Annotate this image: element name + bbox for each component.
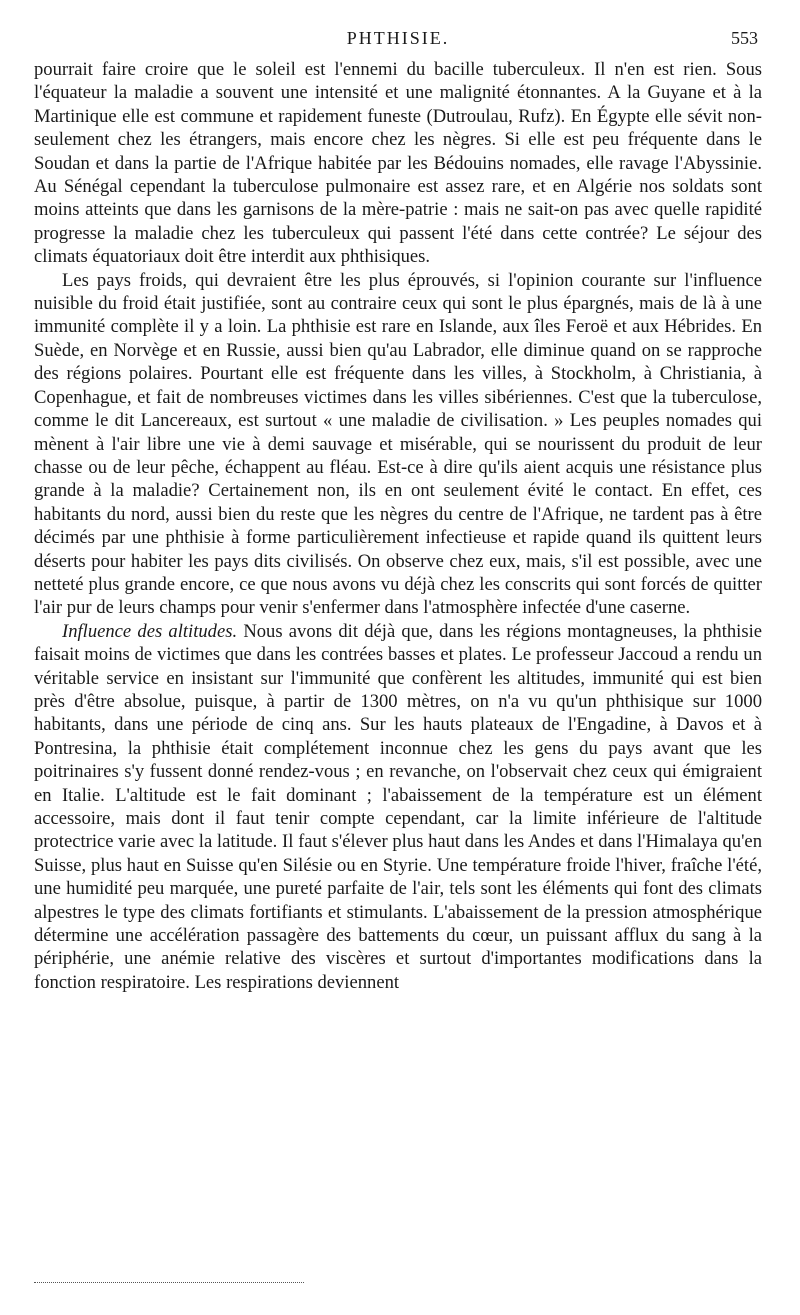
page-number: 553	[731, 28, 758, 48]
paragraph-1	[34, 58, 762, 269]
paragraph-3	[34, 620, 762, 995]
paragraph-1-text: pourrait faire croire que le soleil est l'ennemi du bacille tuberculeux. Il n'en est rien. Sous l'équateur la maladie a souvent une intensité et une malignité étonnantes. A la Guyane et à la Martinique elle est commune et rapidement funeste (Dutroulau, Rufz). En Égypte elle sévit non-seulement chez les étrangers, mais encore chez les nègres. Si elle est peu fréquente dans le Soudan et dans la partie de l'Afrique habitée par les Bédouins nomades, elle ravage l'Abyssinie. Au Sénégal cependant la tuberculose pulmonaire est assez rare, et en Algérie nos soldats sont moins atteints que dans les garnisons de la mère-patrie : mais ne sait-on pas avec quelle rapidité progresse la maladie chez les tuberculeux qui passent l'été dans cette contrée? Le séjour des climats équatoriaux doit être interdit aux phthisiques.	[34, 59, 762, 268]
section-subhead: Influence des altitudes.	[62, 620, 238, 642]
footer-rule	[34, 1282, 304, 1283]
running-title: PHTHISIE.	[346, 28, 450, 48]
body-text	[34, 58, 762, 994]
paragraph-2	[34, 269, 762, 620]
paragraph-2-text: Les pays froids, qui devraient être les plus éprouvés, si l'opinion courante sur l'influence nuisible du froid était justifiée, sont au contraire ceux qui sont le plus épargnés, mais de là à une immunité complète il y a loin. La phthisie est rare en Islande, aux îles Feroë et aux Hébrides. En Suède, en Norvège et en Russie, aussi bien qu'au Labrador, elle diminue quand on se rapproche des régions polaires. Pourtant elle est fréquente dans les villes, à Stockholm, à Christiania, à Copenhague, et fait de nombreuses victimes dans les villes sibériennes. C'est que la tuberculose, comme le dit Lancereaux, est surtout « une maladie de civilisation. » Les peuples nomades qui mènent à l'air libre une vie à demi sauvage et misérable, qui se nourissent du produit de leur chasse ou de leur pêche, échappent au fléau. Est-ce à dire qu'ils aient acquis une résistance plus grande à la maladie? Certainement non, ils en ont seulement évité le contact. En effet, ces habitants du nord, aussi bien du reste que les nègres du centre de l'Afrique, ne tardent pas à être décimés par une phthisie à forme particulièrement infectieuse et rapide quand ils quittent leurs déserts pour habiter les pays dits civilisés. On observe chez eux, mais, s'il est possible, avec une netteté plus grande encore, ce que nous avons vu déjà chez les conscrits qui sont forcés de quitter l'air pur de leurs champs pour venir s'enfermer dans l'atmosphère infectée d'une caserne.	[34, 269, 762, 619]
running-head	[34, 28, 762, 58]
paragraph-3-text: Nous avons dit déjà que, dans les régions montagneuses, la phthisie faisait moins de victimes que dans les contrées basses et plates. Le professeur Jaccoud a rendu un véritable service en insistant sur l'immunité que confèrent les altitudes, immunité qui est bien près d'être absolue, puisque, à partir de 1300 mètres, on n'a vu qu'un phthisique sur 1000 habitants, dans une période de cinq ans. Sur les hauts plateaux de l'Engadine, à Davos et à Pontresina, la phthisie était complétement inconnue chez les gens du pays avant que les poitrinaires s'y fussent donné rendez-vous ; en revanche, on l'observait chez ceux qui émigraient en Italie. L'altitude est le fait dominant ; l'abaissement de la température est un élément accessoire, mais dont il faut tenir compte cependant, car la limite inférieure de l'altitude protectrice varie avec la latitude. Il faut s'élever plus haut dans les Andes et dans l'Himalaya qu'en Suisse, plus haut en Suisse qu'en Silésie ou en Styrie. Une température froide l'hiver, fraîche l'été, une humidité peu marquée, une pureté parfaite de l'air, tels sont les éléments qui font des climats alpestres le type des climats fortifiants et stimulants. L'abaissement de la pression atmosphérique détermine une accélération passagère des battements du cœur, un puissant afflux du sang à la périphérie, une anémie relative des viscères et surtout d'importantes modifications dans la fonction respiratoire. Les respirations deviennent	[34, 620, 762, 993]
document-page	[34, 28, 762, 994]
